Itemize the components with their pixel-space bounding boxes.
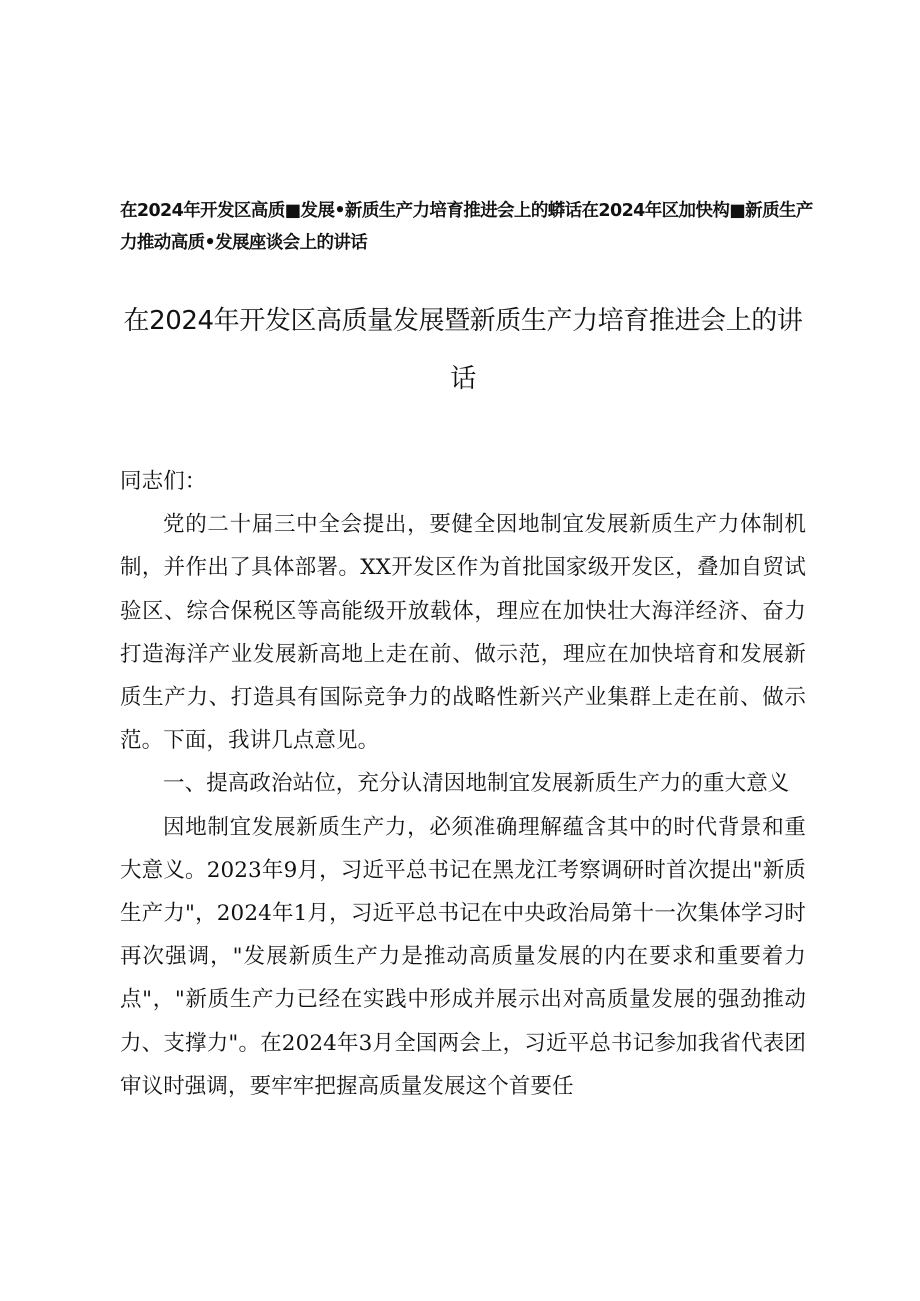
header-caption: 在2024年开发区高质■发展•新质生产力培育推进会上的蟒话在2024年区加快构■新质生产力推动高质•发展座谈会上的讲话 bbox=[120, 201, 813, 253]
document-title: 在2024年开发区高质量发展暨新质生产力培育推进会上的讲话 bbox=[123, 306, 803, 394]
paragraph-significance: 因地制宜发展新质生产力，必须准确理解蕴含其中的时代背景和重大意义。2023年9月，习近平总书记在黑龙江考察调研时首次提出"新质生产力"，2024年1月，习近平总书记在中央政治局第十一次集体学习时再次强调，"发展新质生产力是推动高质量发展的内在要求和重要着力点"，"新质生产力已经在实践中形成并展示出对高质量发展的强劲推动力、支撑力"。在2024年3月全国两会上，习近平总书记参加我省代表团审议时强调，要牢牢把握高质量发展这个首要任 bbox=[120, 814, 806, 1099]
paragraph-intro: 党的二十届三中全会提出，要健全因地制宜发展新质生产力体制机制，并作出了具体部署。XX开发区作为首批国家级开发区，叠加自贸试验区、综合保税区等高能级开放载体，理应在加快壮大海洋经济、奋力打造海洋产业发展新高地上走在前、做示范，理应在加快培育和发展新质生产力、打造具有国际竞争力的战略性新兴产业集群上走在前、做示范。下面，我讲几点意见。 bbox=[120, 512, 806, 754]
document-body bbox=[120, 460, 806, 1108]
section-heading-1: 一、提高政治站位，充分认清因地制宜发展新质生产力的重大意义 bbox=[163, 771, 790, 797]
salutation: 同志们： bbox=[120, 469, 207, 494]
